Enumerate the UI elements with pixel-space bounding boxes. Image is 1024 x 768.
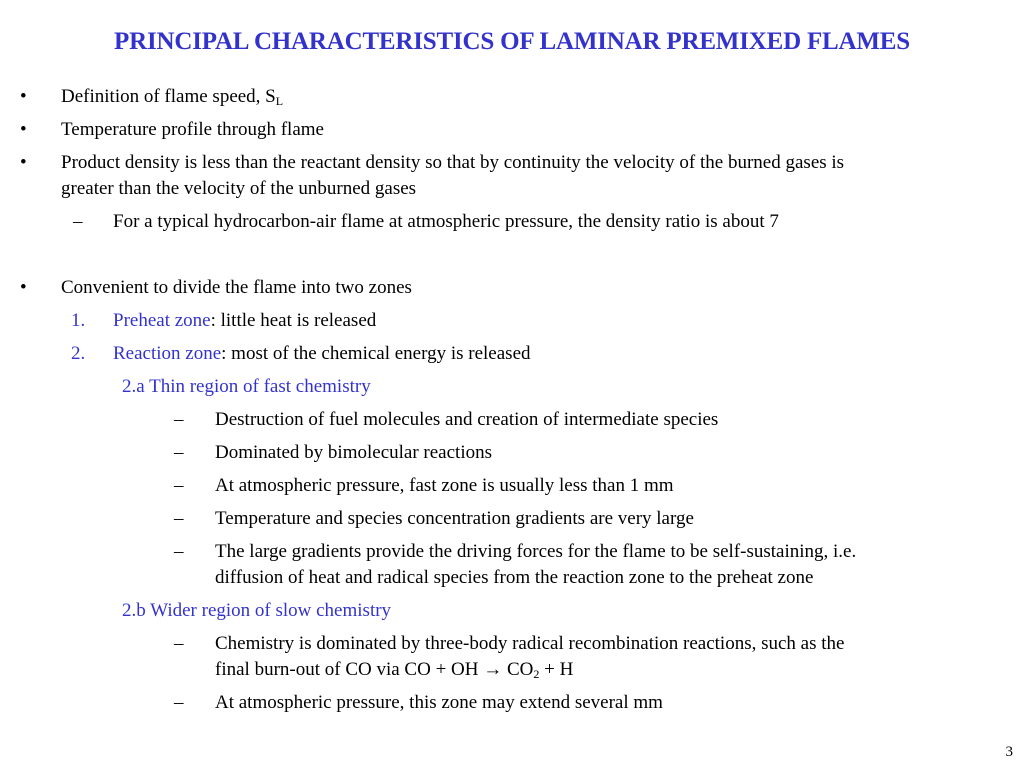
density-item-line2: greater than the velocity of the unburned gases — [61, 178, 417, 199]
dash-marker: – — [174, 442, 184, 463]
gradients-point-line1: The large gradients provide the driving forces for the flame to be self-sustaining, i.e. — [215, 541, 857, 562]
bullet-marker: • — [20, 86, 27, 107]
number-marker: 1. — [71, 310, 86, 331]
dash-marker: – — [174, 409, 184, 430]
recombination-point-line1: Chemistry is dominated by three-body radical recombination reactions, such as the — [215, 633, 845, 654]
bullet-marker: • — [20, 277, 27, 298]
slide-title: PRINCIPAL CHARACTERISTICS OF LAMINAR PREMIXED FLAMES — [114, 28, 910, 55]
bullet-marker: • — [20, 152, 27, 173]
dash-marker: – — [174, 692, 184, 713]
dash-marker: – — [174, 633, 184, 654]
recombination-point-line2 — [215, 658, 573, 682]
co2-subscript: 2 — [533, 667, 540, 681]
bullet-marker: • — [20, 119, 27, 140]
reaction-term: Reaction zone — [113, 343, 222, 364]
flame-speed-item — [61, 85, 283, 109]
gradients-point-line2: diffusion of heat and radical species from the reaction zone to the preheat zone — [215, 567, 814, 588]
number-marker: 2. — [71, 343, 86, 364]
zones-item: Convenient to divide the flame into two zones — [61, 277, 412, 298]
fast-point: Temperature and species concentration gradients are very large — [215, 508, 694, 529]
reaction-equation-start: final burn-out of CO via CO + OH → CO — [215, 659, 534, 680]
page-number: 3 — [1005, 744, 1013, 760]
fast-point: Dominated by bimolecular reactions — [215, 442, 492, 463]
reaction-item — [113, 342, 531, 366]
slow-extent-point: At atmospheric pressure, this zone may extend several mm — [215, 692, 663, 713]
fast-chemistry-heading: 2.a Thin region of fast chemistry — [122, 376, 371, 397]
dash-marker: – — [174, 475, 184, 496]
dash-marker: – — [73, 211, 83, 232]
reaction-equation-end: + H — [539, 659, 574, 680]
preheat-item — [113, 309, 376, 333]
flame-speed-subscript: L — [275, 94, 284, 108]
flame-speed-text: Definition of flame speed, S — [61, 86, 276, 107]
fast-point: At atmospheric pressure, fast zone is usually less than 1 mm — [215, 475, 674, 496]
fast-point: Destruction of fuel molecules and creation of intermediate species — [215, 409, 719, 430]
density-ratio-item: For a typical hydrocarbon-air flame at atmospheric pressure, the density ratio is about 7 — [113, 211, 779, 232]
density-item-line1: Product density is less than the reactant density so that by continuity the velocity of the burned gases is — [61, 152, 845, 173]
preheat-description: : little heat is released — [210, 310, 377, 331]
temperature-item: Temperature profile through flame — [61, 119, 324, 140]
slow-chemistry-heading: 2.b Wider region of slow chemistry — [122, 600, 392, 621]
preheat-term: Preheat zone — [113, 310, 211, 331]
dash-marker: – — [174, 508, 184, 529]
dash-marker: – — [174, 541, 184, 562]
reaction-description: : most of the chemical energy is released — [221, 343, 531, 364]
